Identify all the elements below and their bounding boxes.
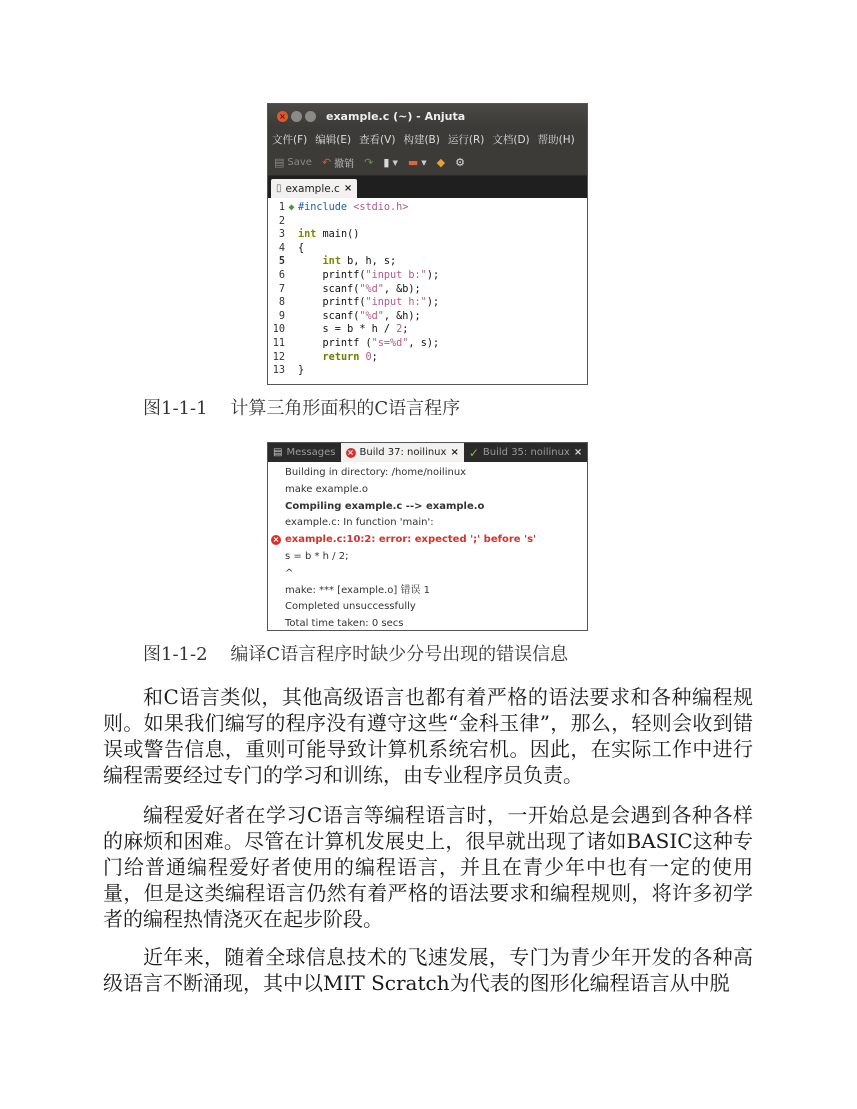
- gutter: [285, 228, 298, 242]
- save-icon: ▤: [274, 156, 285, 169]
- editor-tabstrip: [268, 176, 587, 198]
- message-line[interactable]: [268, 549, 587, 566]
- tab-messages[interactable]: [268, 443, 341, 462]
- code-token: <stdio.h>: [353, 202, 409, 213]
- menu-document[interactable]: 文档(D): [492, 133, 530, 146]
- line-number: 9: [278, 310, 285, 322]
- code-token: {: [298, 242, 305, 254]
- menu-bar: [268, 128, 587, 150]
- file-icon: ▯: [276, 183, 282, 194]
- code-token: "%d": [359, 283, 384, 295]
- line-number: 7: [278, 283, 285, 295]
- gutter: [285, 364, 298, 378]
- code-token: int: [298, 229, 317, 241]
- message-text: s = b * h / 2;: [285, 550, 349, 562]
- close-icon[interactable]: ×: [573, 447, 583, 458]
- code-token: #include: [298, 202, 354, 213]
- gear-icon: ⚙: [455, 156, 465, 169]
- message-line[interactable]: [268, 616, 587, 631]
- figure-caption-1: 图1-1-1 计算三角形面积的C语言程序: [143, 398, 461, 419]
- message-line[interactable]: [268, 465, 587, 482]
- minimize-window-button[interactable]: [291, 111, 302, 122]
- code-line: [268, 201, 587, 215]
- code-token: "input h:": [365, 297, 427, 309]
- code-token: "input b:": [365, 269, 427, 281]
- save-button[interactable]: [274, 156, 312, 169]
- redo-button[interactable]: [364, 156, 373, 169]
- gutter: [285, 310, 298, 324]
- build-output: [268, 462, 587, 631]
- code-token: scanf(: [298, 310, 360, 322]
- anjuta-window: [267, 103, 588, 385]
- close-icon[interactable]: ×: [343, 183, 353, 194]
- code-line: [268, 215, 587, 229]
- gutter: [285, 337, 298, 351]
- gutter: [285, 269, 298, 283]
- code-token: s = b * h /: [298, 324, 397, 336]
- message-text: example.c:10:2: error: expected ';' before 's': [285, 534, 537, 546]
- code-token: scanf(: [298, 283, 360, 295]
- code-token: , &h);: [383, 310, 421, 322]
- open-folder-icon: ▬: [407, 156, 419, 169]
- undo-label: 撤销: [334, 159, 355, 170]
- window-title: example.c (~) - Anjuta: [326, 109, 466, 123]
- diamond-marker-icon: ◆: [288, 202, 295, 213]
- tab-label: Build 37: noilinux: [359, 447, 447, 458]
- line-number: 6: [278, 269, 285, 281]
- code-token: "s=%d": [371, 337, 409, 349]
- tab-label: Messages: [286, 447, 336, 458]
- code-token: [298, 351, 323, 365]
- message-text: ^: [285, 567, 294, 579]
- code-token: int: [322, 256, 341, 268]
- save-label: Save: [287, 157, 312, 168]
- code-token: }: [298, 365, 305, 377]
- messages-tabstrip: [268, 443, 587, 462]
- dropdown-arrow-icon: ▼: [421, 158, 427, 167]
- code-line: [268, 255, 587, 269]
- menu-file[interactable]: 文件(F): [272, 133, 308, 146]
- message-line[interactable]: [268, 599, 587, 616]
- tab-build-37[interactable]: [341, 443, 464, 462]
- message-line[interactable]: [268, 499, 587, 516]
- message-text: Completed unsuccessfully: [285, 601, 416, 613]
- message-line[interactable]: [268, 566, 587, 583]
- code-line: [268, 323, 587, 337]
- tab-label: Build 35: noilinux: [482, 447, 570, 458]
- code-line: [268, 351, 587, 365]
- code-token: "%d": [359, 310, 384, 322]
- toolbar: [268, 150, 587, 176]
- messages-icon: ▤: [273, 447, 283, 458]
- error-message[interactable]: [268, 532, 587, 549]
- message-text: Building in directory: /home/noilinux: [285, 467, 467, 478]
- message-text: make example.o: [285, 483, 368, 495]
- paragraph: 编程爱好者在学习C语言等编程语言时，一开始总是会遇到各种各样的麻烦和困难。尽管在计算机发展史上，很早就出现了诸如BASIC这种专门给普通编程爱好者使用的编程语言，并且在青少年中也有一定的使用量，但是这类编程语言仍然有着严格的语法要求和编程规则，将许多初学者的编程热情浇灭在起步阶段。: [103, 803, 753, 931]
- menu-view[interactable]: 查看(V): [359, 133, 396, 146]
- settings-button[interactable]: [455, 156, 465, 169]
- figure-caption-2: 图1-1-2 编译C语言程序时缺少分号出现的错误信息: [143, 644, 569, 665]
- line-number: 1: [278, 202, 285, 213]
- code-token: return: [322, 351, 360, 363]
- code-token: );: [426, 297, 440, 309]
- code-line: [268, 296, 587, 310]
- code-token: 0: [365, 351, 372, 363]
- line-number: 5: [278, 256, 285, 268]
- code-line: [268, 283, 587, 297]
- code-token: printf(: [298, 297, 366, 309]
- new-file-button[interactable]: [383, 156, 397, 169]
- code-line: [268, 310, 587, 324]
- redo-icon: ↷: [364, 156, 374, 169]
- line-number: 11: [272, 337, 285, 349]
- undo-icon: ↶: [321, 156, 332, 169]
- line-number: 13: [272, 365, 285, 377]
- error-icon: ×: [272, 535, 280, 545]
- line-number: 2: [278, 215, 285, 227]
- menu-help[interactable]: 帮助(H): [537, 133, 575, 146]
- gutter: [285, 283, 298, 297]
- message-line[interactable]: [268, 583, 587, 600]
- message-text: Total time taken: 0 secs: [285, 618, 404, 630]
- messages-panel: [267, 442, 588, 631]
- code-line: [268, 269, 587, 283]
- open-button[interactable]: [408, 156, 427, 169]
- tab-build-35[interactable]: [464, 443, 587, 462]
- code-token: );: [426, 269, 440, 281]
- gutter: [285, 215, 298, 229]
- menu-run[interactable]: 运行(R): [447, 133, 485, 146]
- line-number: 3: [278, 229, 285, 241]
- code-token: [298, 255, 323, 269]
- code-token: , s);: [408, 337, 440, 349]
- message-text: make: *** [example.o] 错误 1: [285, 584, 431, 596]
- undo-button[interactable]: [322, 155, 354, 170]
- code-token: ;: [402, 324, 409, 336]
- line-number: 10: [272, 324, 285, 336]
- gutter: [285, 242, 298, 256]
- paragraph: 近年来，随着全球信息技术的飞速发展，专门为青少年开发的各种高级语言不断涌现，其中以MIT Scratch为代表的图形化编程语言从中脱: [103, 945, 753, 995]
- code-line: [268, 337, 587, 351]
- gutter: [285, 323, 298, 337]
- line-number: 8: [278, 297, 285, 309]
- gutter: [285, 296, 298, 310]
- menu-edit[interactable]: 编辑(E): [315, 133, 352, 146]
- code-editor[interactable]: [268, 198, 587, 378]
- message-line[interactable]: [268, 515, 587, 532]
- paragraph: 和C语言类似，其他高级语言也都有着严格的语法要求和各种编程规则。如果我们编写的程序没有遵守这些“金科玉律”，那么，轻则会收到错误或警告信息，重则可能导致计算机系统宕机。因此，在实际工作中进行编程需要经过专门的学习和训练，由专业程序员负责。: [103, 685, 753, 787]
- code-token: , &b);: [383, 283, 421, 295]
- error-icon: ×: [347, 447, 354, 457]
- tab-label: example.c: [285, 182, 340, 195]
- close-icon[interactable]: ×: [450, 447, 459, 458]
- code-token: 2: [396, 324, 403, 336]
- menu-build[interactable]: 构建(B): [403, 133, 440, 146]
- close-window-button[interactable]: ×: [277, 111, 288, 122]
- line-number: 4: [278, 242, 285, 254]
- code-token: b, h, s;: [340, 256, 397, 268]
- code-token: main(): [316, 229, 360, 241]
- code-token: printf (: [298, 337, 372, 349]
- message-text: Compiling example.c --> example.o: [285, 500, 485, 512]
- tab-example-c[interactable]: [271, 179, 357, 198]
- window-titlebar: [268, 104, 587, 128]
- code-line: [268, 228, 587, 242]
- maximize-window-button[interactable]: [305, 111, 316, 122]
- code-line: [268, 364, 587, 378]
- message-line[interactable]: [268, 482, 587, 499]
- gutter: [285, 255, 298, 269]
- check-icon: ✓: [468, 445, 479, 460]
- run-icon: ◆: [436, 156, 446, 169]
- run-button[interactable]: [437, 156, 445, 169]
- window-controls: [277, 111, 316, 122]
- line-number: 12: [272, 351, 285, 363]
- code-token: ;: [371, 351, 378, 363]
- message-text: example.c: In function 'main':: [285, 517, 434, 529]
- dropdown-arrow-icon: ▼: [392, 158, 398, 167]
- new-file-icon: ▮: [383, 156, 390, 169]
- gutter: [285, 351, 298, 365]
- code-token: printf(: [298, 269, 366, 281]
- code-line: [268, 242, 587, 256]
